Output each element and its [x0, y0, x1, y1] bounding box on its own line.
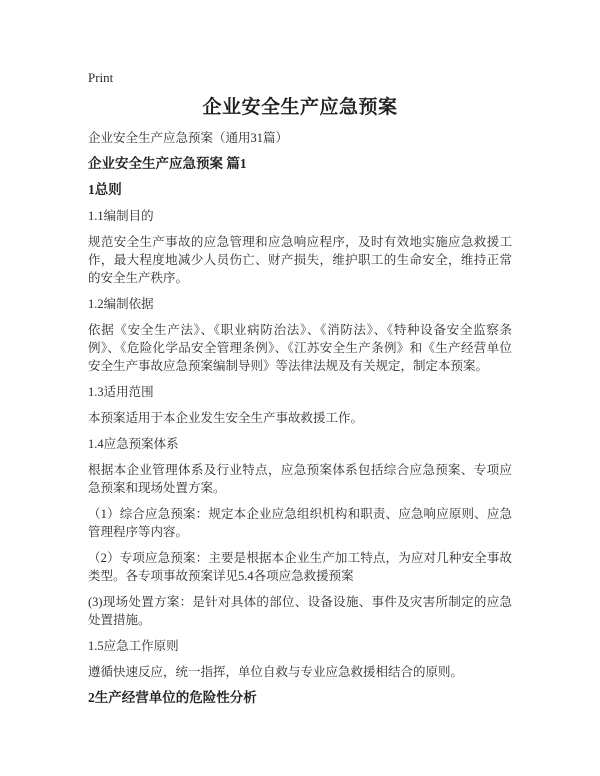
subsection-label-1-4: 1.4应急预案体系: [88, 437, 179, 451]
section-heading-2-risk-analysis: 2生产经营单位的危险性分析: [88, 690, 257, 705]
chapter-heading-pian1: 企业安全生产应急预案 篇1: [88, 156, 247, 171]
paragraph-item-2-special-plan: （2）专项应急预案：主要是根据本企业生产加工特点，为应对几种安全事故类型。各专项事故预案详见5.4各项应急救援预案: [88, 551, 512, 583]
paragraph-scope: 本预案适用于本企业发生安全生产事故救援工作。: [88, 411, 364, 425]
document-subtitle: 企业安全生产应急预案（通用31篇）: [88, 131, 289, 145]
paragraph-item-1-comprehensive-plan: （1）综合应急预案：规定本企业应急组织机构和职责、应急响应原则、应急管理程序等内容。: [88, 507, 512, 539]
section-heading-1-general: 1总则: [88, 182, 122, 197]
paragraph-basis: 依据《安全生产法》、《职业病防治法》、《消防法》、《特种设备安全监察条例》、《危险化学品安全管理条例》、《江苏安全生产条例》和《生产经营单位安全生产事故应急预案编制导则》等法律法规及有关规定，制定本预案。: [88, 323, 512, 373]
print-link[interactable]: Print: [88, 70, 114, 85]
document-title: 企业安全生产应急预案: [202, 97, 398, 118]
subsection-label-1-3: 1.3适用范围: [88, 385, 154, 399]
paragraph-work-principles: 遵循快速反应，统一指挥，单位自救与专业应急救援相结合的原则。: [88, 665, 464, 679]
subsection-label-1-2: 1.2编制依据: [88, 297, 154, 311]
subsection-label-1-5: 1.5应急工作原则: [88, 639, 179, 653]
paragraph-purpose: 规范安全生产事故的应急管理和应急响应程序，及时有效地实施应急救援工作，最大程度地减少人员伤亡、财产损失，维护职工的生命安全，维持正常的安全生产秩序。: [88, 235, 512, 285]
paragraph-plan-system: 根据本企业管理体系及行业特点，应急预案体系包括综合应急预案、专项应急预案和现场处置方案。: [88, 463, 512, 495]
paragraph-item-3-onsite-plan: (3)现场处置方案：是针对具体的部位、设备设施、事件及灾害所制定的应急处置措施。: [88, 595, 512, 627]
subsection-label-1-1: 1.1编制目的: [88, 209, 154, 223]
